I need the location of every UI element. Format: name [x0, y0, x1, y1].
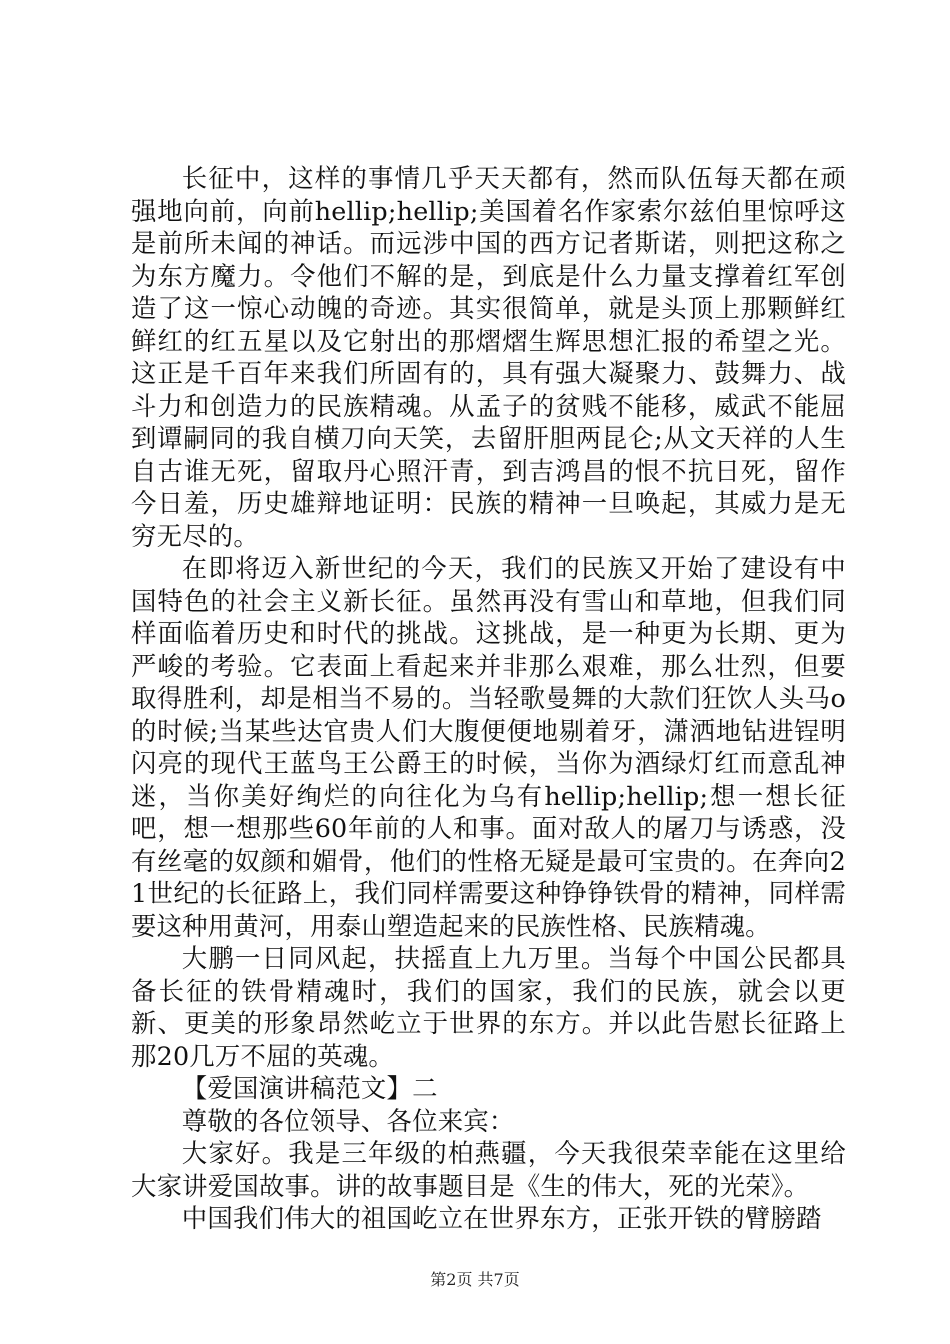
page-number-footer: 第2页 共7页: [430, 1270, 520, 1289]
section-heading: 【爱国演讲稿范文】二: [181, 1073, 438, 1103]
paragraph-conclusion: 大鹏一日同风起，扶摇直上九万里。当每个中国公民都具备长征的铁骨精魂时，我们的国家，我们的民族，就会以更新、更美的形象昂然屹立于世界的东方。并以此告慰长征路上那20几万不屈的英魂。: [131, 943, 846, 1071]
document-body: [131, 162, 846, 1235]
paragraph-new-long-march: 在即将迈入新世纪的今天，我们的民族又开始了建设有中国特色的社会主义新长征。虽然再没有雪山和草地，但我们同样面临着历史和时代的挑战。这挑战，是一种更为长期、更为严峻的考验。它表面上看起来并非那么艰难，那么壮烈，但要取得胜利，却是相当不易的。当轻歌曼舞的大款们狂饮人头马o的时候;当某些达官贵人们大腹便便地剔着牙，潇洒地钻进锃明闪亮的现代王蓝鸟王公爵王的时候，当你为酒绿灯红而意乱神迷，当你美好绚烂的向往化为乌有hellip;hellip;想一想长征吧，想一想那些60年前的人和事。面对敌人的屠刀与诱惑，没有丝毫的奴颜和媚骨，他们的性格无疑是最可宝贵的。在奔向21世纪的长征路上，我们同样需要这种铮铮铁骨的精神，同样需要这种用黄河，用泰山塑造起来的民族性格、民族精魂。: [131, 553, 846, 941]
paragraph-introduction: 大家好。我是三年级的柏燕疆，今天我很荣幸能在这里给大家讲爱国故事。讲的故事题目是《生的伟大，死的光荣》。: [131, 1138, 846, 1201]
salutation: 尊敬的各位领导、各位来宾：: [181, 1105, 515, 1136]
paragraph-continued: 中国我们伟大的祖国屹立在世界东方，正张开铁的臂膀踏: [181, 1203, 822, 1233]
paragraph-long-march-spirit: 长征中，这样的事情几乎天天都有，然而队伍每天都在顽强地向前，向前hellip;hellip;美国着名作家索尔兹伯里惊呼这是前所未闻的神话。而远涉中国的西方记者斯诺，则把这称之为东方魔力。令他们不解的是，到底是什么力量支撑着红军创造了这一惊心动魄的奇迹。其实很简单，就是头顶上那颗鲜红鲜红的红五星以及它射出的那熠熠生辉思想汇报的希望之光。这正是千百年来我们所固有的，具有强大凝聚力、鼓舞力、战斗力和创造力的民族精魂。从孟子的贫贱不能移，威武不能屈到谭嗣同的我自横刀向天笑，去留肝胆两昆仑;从文天祥的人生自古谁无死，留取丹心照汗青，到吉鸿昌的恨不抗日死，留作今日羞，历史雄辩地证明：民族的精神一旦唤起，其威力是无穷无尽的。: [131, 163, 846, 551]
